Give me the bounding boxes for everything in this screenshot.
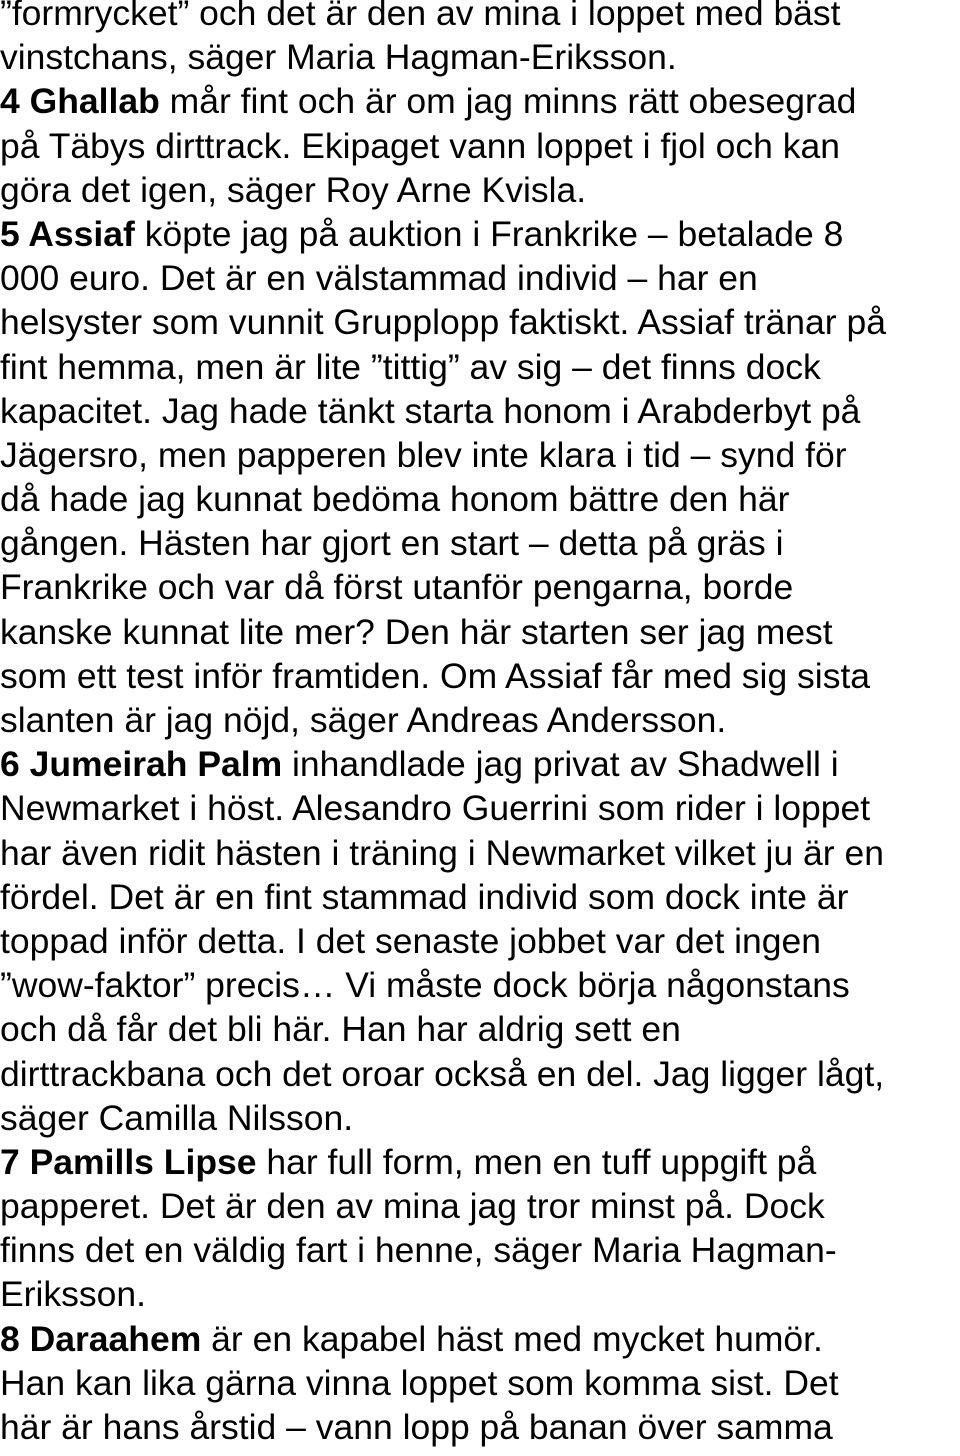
body-text: som ett test inför framtiden. Om Assiaf får med sig sista (0, 655, 871, 696)
text-line (0, 1228, 960, 1272)
body-text: har även ridit hästen i träning i Newmarket vilket ju är en (0, 832, 884, 873)
body-text: här är hans årstid – vann lopp på banan över samma (0, 1407, 833, 1447)
text-line (0, 1405, 960, 1449)
text-line (0, 35, 960, 79)
text-line (0, 345, 960, 389)
body-text: slanten är jag nöjd, säger Andreas Andersson. (0, 700, 727, 740)
body-text: toppad inför detta. I det senaste jobbet var det ingen (0, 920, 822, 961)
text-line (0, 389, 960, 433)
paragraph (0, 0, 960, 79)
text-line (0, 610, 960, 654)
text-line (0, 124, 960, 168)
text-line (0, 0, 960, 35)
body-text: Han kan lika gärna vinna loppet som komma sist. Det (0, 1362, 839, 1403)
text-line (0, 875, 960, 919)
text-line (0, 300, 960, 344)
body-text: vinstchans, säger Maria Hagman-Eriksson. (0, 37, 677, 78)
text-line (0, 1140, 960, 1184)
body-text: dirttrackbana och det oroar också en del. Jag ligger lågt, (0, 1053, 885, 1094)
body-text: har full form, men en tuff uppgift på (256, 1141, 817, 1182)
body-text: Eriksson. (0, 1274, 146, 1315)
body-text: papperet. Det är den av mina jag tror minst på. Dock (0, 1186, 825, 1227)
body-text: Newmarket i höst. Alesandro Guerrini som rider i loppet (0, 788, 871, 829)
text-line (0, 477, 960, 521)
body-text: kanske kunnat lite mer? Den här starten ser jag mest (0, 611, 833, 652)
paragraph (0, 1140, 960, 1317)
horse-name: 5 Assiaf (0, 213, 135, 254)
body-text: inhandlade jag privat av Shadwell i (282, 744, 839, 785)
body-text: Jägersro, men papperen blev inte klara i tid – synd för (0, 434, 847, 475)
paragraph (0, 212, 960, 742)
body-text: på Täbys dirttrack. Ekipaget vann loppet i fjol och kan (0, 125, 840, 166)
text-line (0, 963, 960, 1007)
paragraph (0, 1317, 960, 1450)
body-text: helsyster som vunnit Grupplopp faktiskt. Assiaf tränar på (0, 302, 886, 343)
text-line (0, 742, 960, 786)
horse-name: 6 Jumeirah Palm (0, 744, 283, 785)
body-text: köpte jag på auktion i Frankrike – betalade 8 (134, 213, 844, 254)
horse-name: 4 Ghallab (0, 81, 160, 122)
text-line (0, 79, 960, 123)
text-line (0, 521, 960, 565)
body-text: då hade jag kunnat bedöma honom bättre den här (0, 479, 790, 520)
text-line (0, 831, 960, 875)
text-line (0, 1361, 960, 1405)
text-line (0, 654, 960, 698)
body-text: fördel. Det är en fint stammad individ som dock inte är (0, 876, 849, 917)
body-text: gången. Hästen har gjort en start – detta på gräs i (0, 523, 784, 564)
text-line (0, 433, 960, 477)
text-line (0, 786, 960, 830)
text-line (0, 1272, 960, 1316)
text-line (0, 698, 960, 742)
body-text: och då får det bli här. Han har aldrig sett en (0, 1009, 681, 1050)
body-text: 000 euro. Det är en välstammad individ – har en (0, 258, 758, 299)
text-line (0, 1317, 960, 1361)
paragraph (0, 742, 960, 1140)
text-line (0, 1184, 960, 1228)
text-line (0, 256, 960, 300)
text-line (0, 565, 960, 609)
horse-name: 7 Pamills Lipse (0, 1141, 257, 1182)
body-text: göra det igen, säger Roy Arne Kvisla. (0, 169, 587, 210)
text-line (0, 1007, 960, 1051)
text-line (0, 1096, 960, 1140)
text-line (0, 1052, 960, 1096)
body-text: fint hemma, men är lite ”tittig” av sig – det finns dock (0, 346, 821, 387)
paragraph (0, 79, 960, 212)
body-text: är en kapabel häst med mycket humör. (201, 1318, 823, 1359)
text-line (0, 168, 960, 212)
horse-name: 8 Daraahem (0, 1318, 202, 1359)
body-text: kapacitet. Jag hade tänkt starta honom i Arabderbyt på (0, 390, 861, 431)
body-text: Frankrike och var då först utanför pengarna, borde (0, 567, 794, 608)
body-text: ”formrycket” och det är den av mina i loppet med bäst (0, 0, 841, 33)
body-text: ”wow-faktor” precis… Vi måste dock börja någonstans (0, 965, 850, 1006)
text-line (0, 919, 960, 963)
body-text: säger Camilla Nilsson. (0, 1097, 354, 1138)
body-text: finns det en väldig fart i henne, säger Maria Hagman- (0, 1230, 837, 1271)
text-line (0, 212, 960, 256)
body-text: mår fint och är om jag minns rätt obesegrad (159, 81, 857, 122)
